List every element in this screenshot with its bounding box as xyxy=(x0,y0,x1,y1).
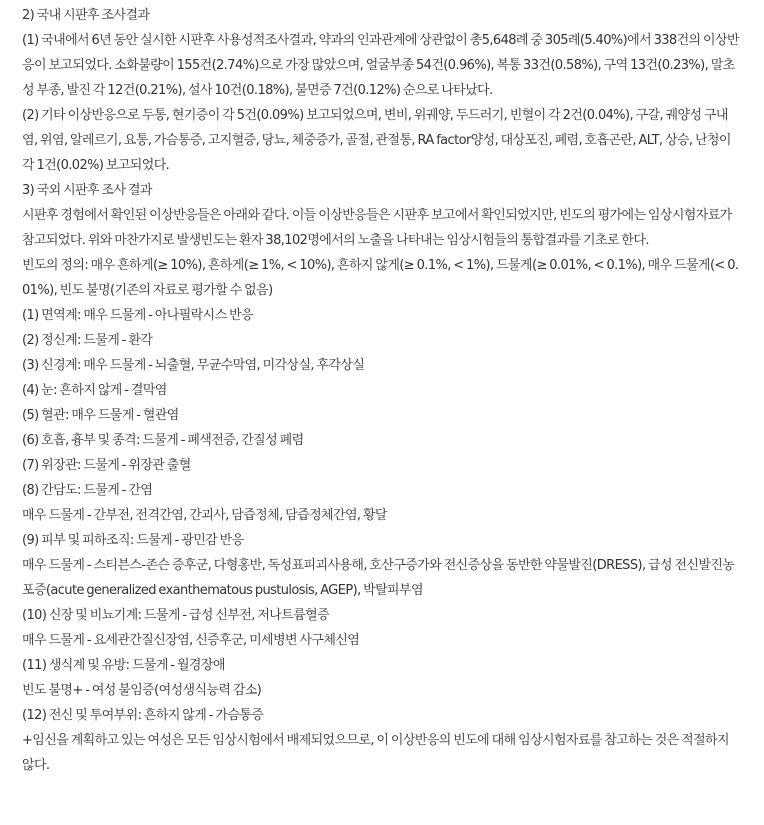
section-heading-foreign: 3) 국외 시판후 조사 결과 xyxy=(22,183,152,198)
list-item-skin-detail: 매우 드물게 - 스티븐스-존슨 증후군, 다형홍반, 독성표피괴사용해, 호산구증가와 전신증상을 동반한 약물발진(DRESS), 급성 전신발진농포증(acute generalized exanthematous pustulosis, AGEP), 박탈피부염 xyxy=(22,558,735,598)
list-item-gastrointestinal: (7) 위장관: 드물게 - 위장관 출혈 xyxy=(22,458,191,473)
list-item-immune: (1) 면역계: 매우 드물게 - 아나필락시스 반응 xyxy=(22,308,254,323)
section-heading-domestic: 2) 국내 시판후 조사결과 xyxy=(22,8,150,23)
list-item-eye: (4) 눈: 흔하지 않게 - 결막염 xyxy=(22,383,167,398)
paragraph-foreign-intro: 시판후 경험에서 확인된 이상반응들은 아래와 같다. 이들 이상반응들은 시판후 보고에서 확인되었지만, 빈도의 평가에는 임상시험자료가 참고되었다. 위와 마찬가지로 발생빈도는 환자 38,102명에서의 노출을 나타내는 임상시험들의 통합결과를 기초로 한다. xyxy=(22,208,735,248)
footnote-pregnancy: +임신을 계획하고 있는 여성은 모든 임상시험에서 배제되었으므로, 이 이상반응의 빈도에 대해 임상시험자료를 참고하는 것은 적절하지 않다. xyxy=(22,733,732,773)
list-item-renal: (10) 신장 및 비뇨기계: 드물게 - 급성 신부전, 저나트륨혈증 xyxy=(22,608,330,623)
paragraph-domestic-1: (1) 국내에서 6년 동안 실시한 시판후 사용성적조사결과, 약과의 인과관계에 상관없이 총5,648례 중 305례(5.40%)에서 338건의 이상반응이 보고되었다. 소화불량이 155건(2.74%)으로 가장 많았으며, 얼굴부종 54건(0.96%), 복통 33건(0.58%), 구역 13건(0.23%), 말초성 부종, 발진 각 12건(0.21%), 설사 10건(0.18%), 불면증 7건(0.12%) 순으로 나타났다. xyxy=(22,33,739,98)
list-item-hepatobiliary: (8) 간담도: 드물게 - 간염 xyxy=(22,483,153,498)
list-item-renal-detail: 매우 드물게 - 요세관간질신장염, 신증후군, 미세병변 사구체신염 xyxy=(22,633,360,648)
frequency-definition: 빈도의 정의: 매우 흔하게(≥ 10%), 흔하게(≥ 1%, < 10%), 흔하지 않게(≥ 0.1%, < 1%), 드물게(≥ 0.01%, < 0.1%), 매우 드물게(< 0.01%), 빈도 불명(기존의 자료로 평가할 수 없음) xyxy=(22,258,739,298)
list-item-general: (12) 전신 및 투여부위: 흔하지 않게 - 가슴통증 xyxy=(22,708,264,723)
list-item-nervous: (3) 신경계: 매우 드물게 - 뇌출혈, 무균수막염, 미각상실, 후각상실 xyxy=(22,358,365,373)
list-item-reproductive: (11) 생식계 및 유방: 드물게 - 월경장애 xyxy=(22,658,225,673)
list-item-skin: (9) 피부 및 피하조직: 드물게 - 광민감 반응 xyxy=(22,533,244,548)
list-item-psychiatric: (2) 정신계: 드물게 - 환각 xyxy=(22,333,153,348)
list-item-hepatobiliary-detail: 매우 드물게 - 간부전, 전격간염, 간괴사, 담즙정체, 담즙정체간염, 황달 xyxy=(22,508,387,523)
paragraph-domestic-2: (2) 기타 이상반응으로 두통, 현기증이 각 5건(0.09%) 보고되었으며, 변비, 위궤양, 두드러기, 빈혈이 각 2건(0.04%), 구갈, 궤양성 구내염, 위염, 알레르기, 요통, 가슴통증, 고지혈증, 당뇨, 체중증가, 골절, 관절통, RA factor양성, 대상포진, 폐렴, 호흡곤란, ALT, 상승, 난청이 각 1건(0.02%) 보고되었다. xyxy=(22,108,734,173)
list-item-vascular: (5) 혈관: 매우 드물게 - 혈관염 xyxy=(22,408,179,423)
list-item-reproductive-detail: 빈도 불명+ - 여성 불임증(여성생식능력 감소) xyxy=(22,683,262,698)
list-item-respiratory: (6) 호흡, 흉부 및 종격: 드물게 - 폐색전증, 간질성 폐렴 xyxy=(22,433,304,448)
